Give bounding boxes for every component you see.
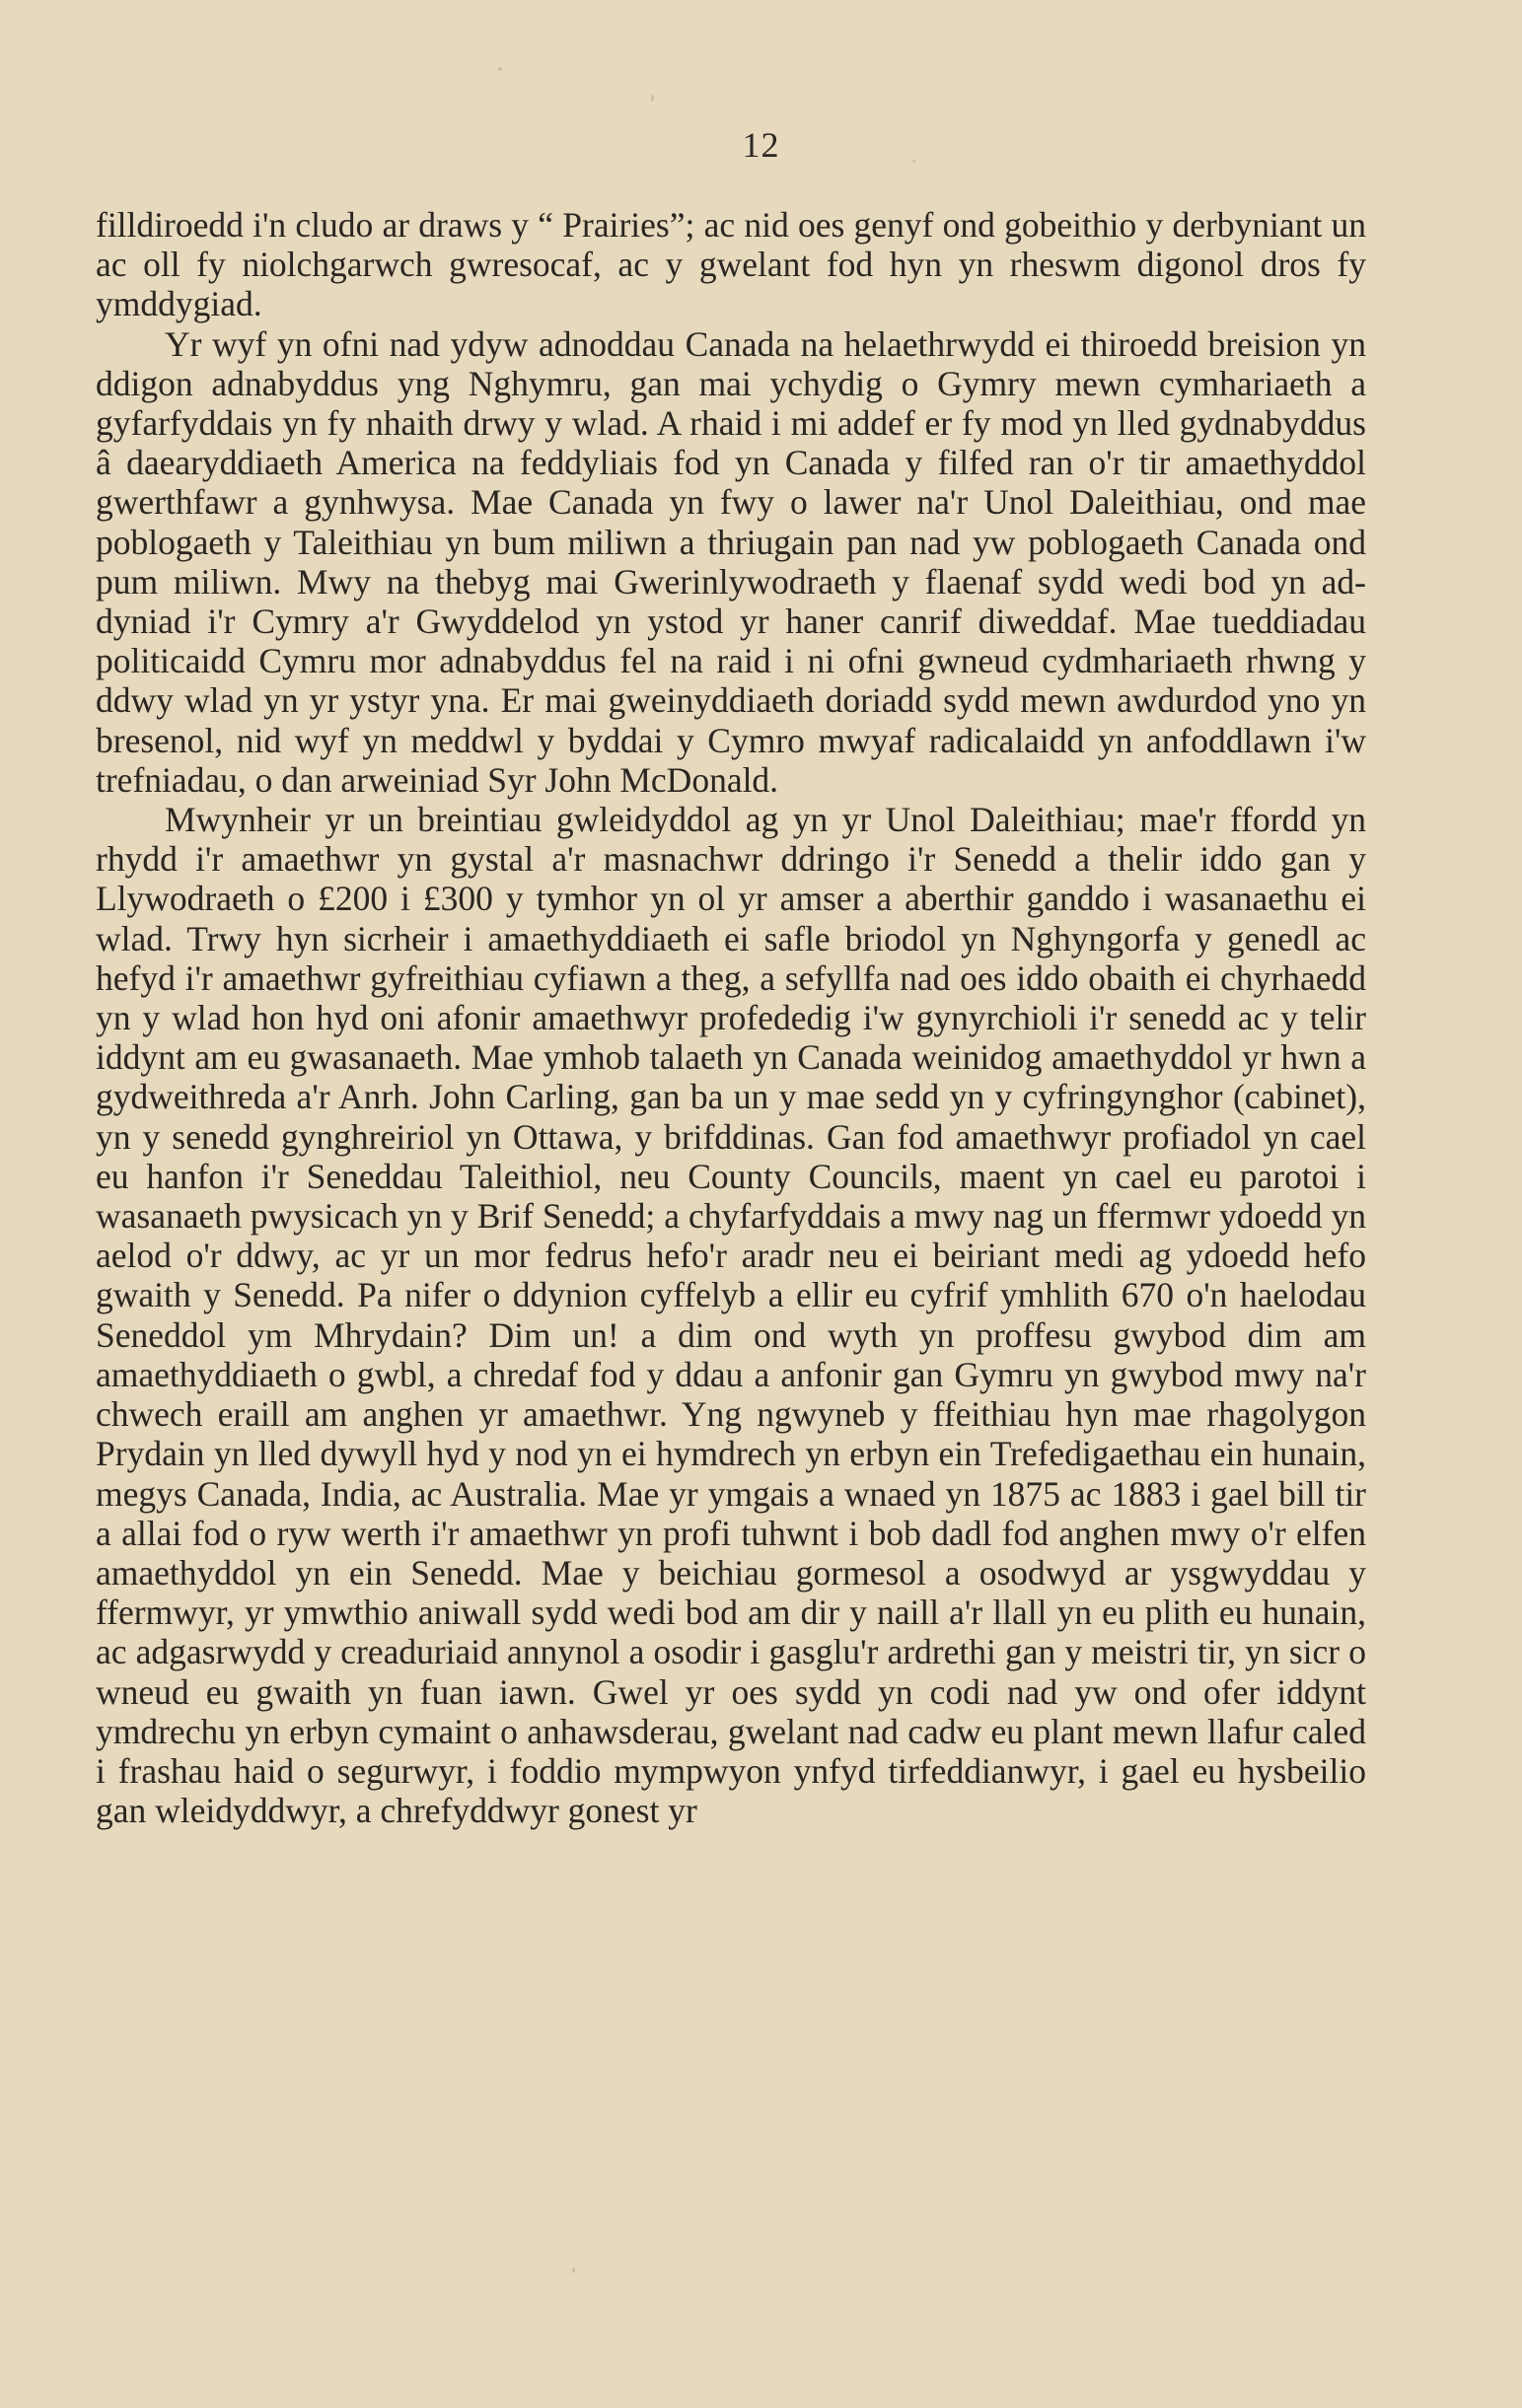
paragraph-3: Mwynheir yr un breintiau gwleidyddol ag yn yr Unol Daleithiau; mae'r ffordd yn rhydd i'r amaethwr yn gystal a'r masnachwr ddringo i'r Senedd a thelir iddo gan y Llywodraeth o £200 i £300 y tymhor yn ol yr amser a aberthir ganddo i wasanaethu ei wlad. Trwy hyn sicrheir i amaethyddiaeth ei safle briodol yn Nghyngorfa y genedl ac hefyd i'r amaethwr gyfreithiau cyfiawn a theg, a sefyllfa nad oes iddo obaith ei chyrhaedd yn y wlad hon hyd oni afonir amaethwyr profededig i'w gynyrchioli i'r senedd ac y telir iddynt am eu gwasanaeth. Mae ymhob talaeth yn Canada weinidog amaethyddol yr hwn a gydweithreda a'r Anrh. John Carling, gan ba un y mae sedd yn y cyfringynghor (cabinet), yn y senedd gynghreiriol yn Ottawa, y brifddinas. Gan fod amaethwyr profiadol yn cael eu hanfon i'r Seneddau Taleithiol, neu County Councils, maent yn cael eu parotoi i wasanaeth pwysicach yn y Brif Senedd; a chyfarfyddais a mwy nag un ffermwr ydoedd yn aelod o'r ddwy, ac yr un mor fedrus hefo'r aradr neu ei beiriant medi ag ydoedd hefo gwaith y Senedd. Pa nifer o ddynion cyffelyb a ellir eu cyfrif ymhlith 670 o'n haelodau Seneddol ym Mhrydain? Dim un! a dim ond wyth yn proffesu gwybod dim am amaethyddiaeth o gwbl, a chredaf fod y ddau a anfonir gan Gymru yn gwybod mwy na'r chwech eraill am anghen yr amaethwr. Yng ngwyneb y ffeithiau hyn mae rhagolygon Prydain yn lled dywyll hyd y nod yn ei hymdrech yn erbyn ein Trefedigaethau ein hunain, megys Canada, India, ac Australia. Mae yr ymgais a wnaed yn 1875 ac 1883 i gael bill tir a allai fod o ryw werth i'r amaethwr yn profi tuhwnt i bob dadl fod anghen mwy o'r elfen amaethyddol yn ein Senedd. Mae y beichiau gormesol a osodwyd ar ysgwyddau y ffermwyr, yr ymwthio aniwall sydd wedi bod am dir y naill a'r llall yn eu plith eu hunain, ac adgasrwydd y creaduriaid annynol a osodir i gasglu'r ardrethi gan y meistri tir, yn sicr o wneud eu gwaith yn fuan iawn. Gwel yr oes sydd yn codi nad yw ond ofer iddynt ymdrechu yn erbyn cymaint o anhawsderau, gwelant nad cadw eu plant mewn llafur caled i frashau haid o segurwyr, i foddio mympwyon ynfyd tirfeddianwyr, i gael eu hysbeilio gan wleidyddwyr, a chrefyddwyr gonest yr (96, 800, 1366, 1831)
paper-fleck (572, 2268, 575, 2273)
body-text (96, 205, 1366, 1830)
paragraph-2: Yr wyf yn ofni nad ydyw adnoddau Canada na helaethrwydd ei thiroedd breision yn ddigon adnabyddus yng Nghymru, gan mai ychydig o Gymry mewn cymhariaeth a gyfarfyddais yn fy nhaith drwy y wlad. A rhaid i mi addef er fy mod yn lled gydnabyddus â daearyddiaeth America na feddyliais fod yn Canada y filfed ran o'r tir amaethyddol gwerthfawr a gynhwysa. Mae Canada yn fwy o lawer na'r Unol Daleithiau, ond mae poblogaeth y Taleithiau yn bum miliwn a thriugain pan nad yw poblogaeth Canada ond pum miliwn. Mwy na thebyg mai Gwerinlywodraeth y flaenaf sydd wedi bod yn ad-dyniad i'r Cymry a'r Gwyddelod yn ystod yr haner canrif diweddaf. Mae tueddiadau politicaidd Cymru mor adnabyddus fel na raid i ni ofni gwneud cydmhariaeth rhwng y ddwy wlad yn yr ystyr yna. Er mai gweinyddiaeth doriadd sydd mewn awdurdod yno yn bresenol, nid wyf yn meddwl y byddai y Cymro mwyaf radicalaidd yn anfoddlawn i'w trefniadau, o dan arweiniad Syr John McDonald. (96, 323, 1366, 800)
page-number: 12 (742, 125, 780, 165)
paper-fleck (651, 95, 654, 102)
paper-fleck (498, 67, 502, 71)
paragraph-1: filldiroedd i'n cludo ar draws y “ Prairies”; ac nid oes genyf ond gobeithio y derbyniant un ac oll fy niolchgarwch gwresocaf, ac y gwelant fod hyn yn rheswm digonol dros fy ymddygiad. (96, 205, 1366, 324)
